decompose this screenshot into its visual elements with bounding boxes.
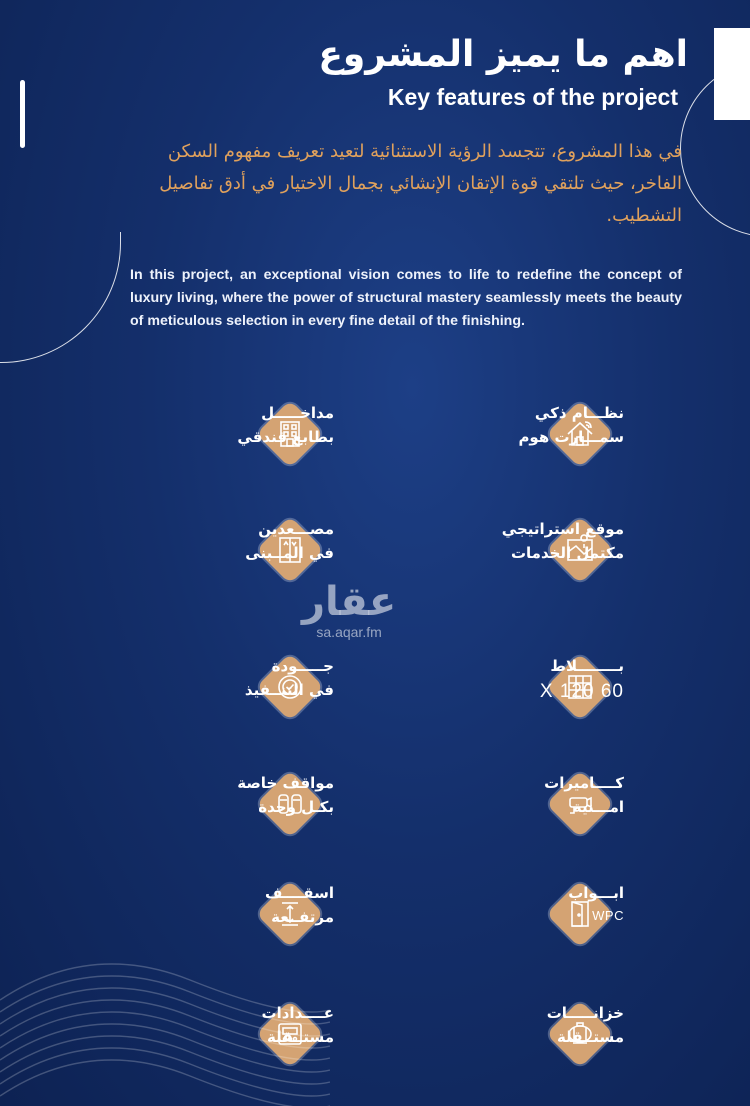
feature-wpc-doors bbox=[550, 882, 750, 962]
feature-title: نظـــام ذكي bbox=[534, 404, 624, 422]
watermark-brand: عقار bbox=[302, 579, 397, 625]
feature-security-cameras bbox=[544, 772, 750, 852]
feature-title: خزانـــــات bbox=[546, 1004, 624, 1022]
feature-subtitle: 60 X 120 bbox=[539, 681, 624, 702]
feature-tiles bbox=[539, 655, 750, 735]
feature-strategic-location bbox=[501, 518, 750, 598]
feature-hotel-entrances bbox=[237, 402, 560, 482]
aqar-watermark bbox=[302, 580, 396, 640]
feature-title: موقع استراتيجي bbox=[501, 520, 624, 538]
feature-title: جـــــودة bbox=[271, 657, 334, 675]
decorative-waves bbox=[0, 940, 330, 1106]
feature-subtitle: في المــبنى bbox=[245, 544, 334, 562]
page-title-arabic: اهم ما يميز المشروع bbox=[318, 34, 688, 75]
feature-subtitle: امـــنية bbox=[572, 798, 624, 816]
feature-title: ابـــواب bbox=[568, 884, 624, 902]
feature-title: مصـــعدين bbox=[258, 520, 334, 538]
feature-subtitle: في التنــفيذ bbox=[244, 681, 334, 699]
page-title-english: Key features of the project bbox=[387, 84, 678, 110]
feature-separate-tanks bbox=[546, 1002, 750, 1082]
feature-title: كــــاميرات bbox=[544, 774, 624, 792]
feature-subtitle: مرتفــعة bbox=[271, 908, 334, 926]
feature-subtitle: مستــقلة bbox=[557, 1028, 624, 1046]
feature-title: مداخـــــل bbox=[261, 404, 334, 422]
feature-subtitle: بطابع فندقي bbox=[237, 428, 334, 446]
decorative-arc-right bbox=[680, 60, 750, 237]
feature-title: مواقف خاصة bbox=[237, 774, 334, 792]
feature-title: عــــدادات bbox=[261, 1004, 334, 1022]
watermark-site: sa.aqar.fm bbox=[316, 624, 382, 640]
feature-subtitle: سمـــارت هوم bbox=[518, 428, 624, 446]
feature-quality bbox=[244, 655, 560, 735]
feature-subtitle: بكـل وحدة bbox=[258, 798, 334, 816]
feature-private-parking bbox=[237, 772, 560, 852]
feature-subtitle: WPC bbox=[592, 908, 624, 923]
feature-smart-home bbox=[518, 402, 750, 482]
decorative-arc-left bbox=[0, 232, 121, 363]
feature-title: اسقــــف bbox=[264, 884, 334, 902]
intro-text-english: In this project, an exceptional vision comes to life to redefine the concept of luxury living, where the power of structural mastery seamlessly meets the beauty of meticulous selection in every fine detail of the finishing. bbox=[130, 267, 682, 329]
feature-subtitle: مستــقلة bbox=[267, 1028, 334, 1046]
intro-text-arabic: في هذا المشروع، تتجسد الرؤية الاستثنائية لتعيد تعريف مفهوم السكن الفاخر، حيث تلتقي قوة الإتقان الإنشائي بجمال الاختيار في أدق تفاصيل التشطيب. bbox=[159, 141, 682, 226]
left-accent-bar bbox=[20, 80, 25, 148]
feature-title: بــــــــلاط bbox=[550, 657, 624, 675]
feature-subtitle: مكتمل الخدمات bbox=[510, 544, 624, 562]
